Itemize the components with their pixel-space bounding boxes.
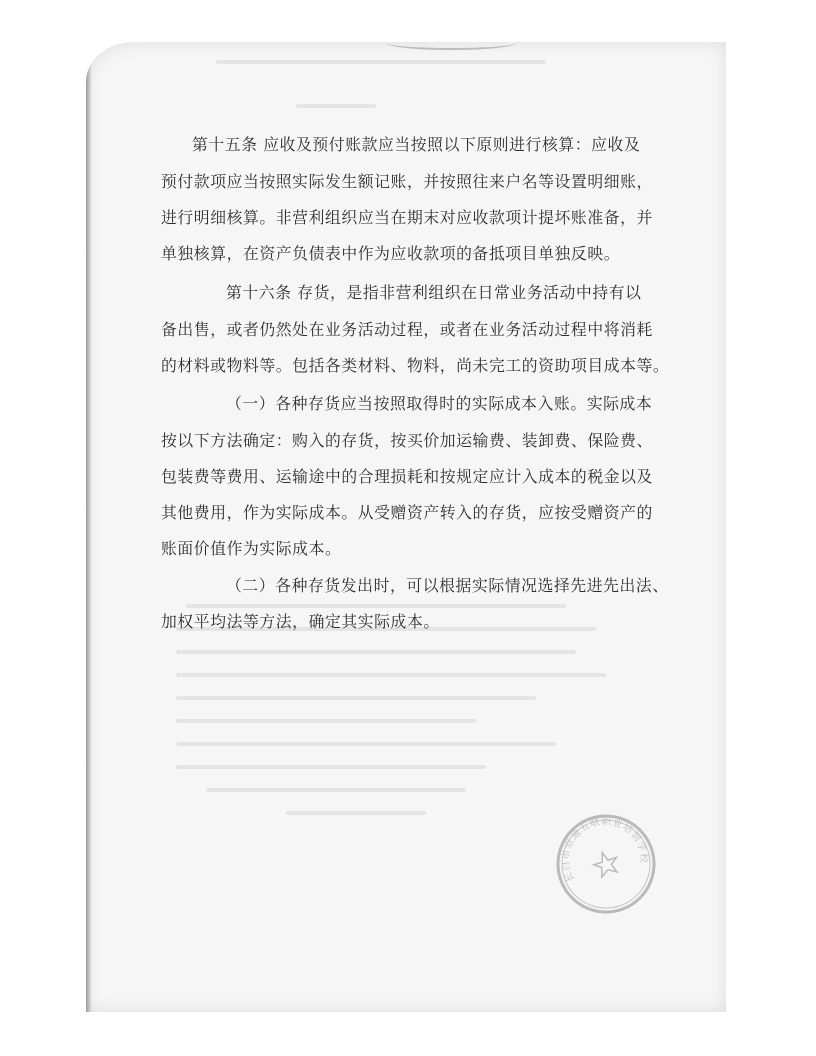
bleed-through-line	[186, 604, 566, 608]
text-line: 其他费用，作为实际成本。从受赠资产转入的存货，应按受赠资产的	[161, 503, 653, 522]
bleed-through-line	[206, 788, 466, 792]
text-line: 按以下方法确定：购入的存货，按买价加运输费、装卸费、保险费、	[161, 431, 653, 450]
official-seal	[540, 798, 671, 929]
seal-text: 长白市京通五联职业培训学校	[560, 816, 650, 884]
bleed-through-line	[176, 650, 576, 654]
text-line: 第十六条 存货，是指非营利组织在日常业务活动中持有以	[226, 283, 642, 302]
text-line: （一）各种存货应当按照取得时的实际成本入账。实际成本	[226, 394, 653, 413]
text-line: 包装费等费用、运输途中的合理损耗和按规定应计入成本的税金以及	[161, 467, 653, 486]
text-line: 进行明细核算。非营利组织应当在期末对应收款项计提坏账准备，并	[161, 208, 653, 227]
text-line: （二）各种存货发出时，可以根据实际情况选择先进先出法、	[226, 576, 669, 595]
page-top-curve	[386, 42, 516, 50]
text-line: 预付款项应当按照实际发生额记账，并按照往来户名等设置明细账，	[161, 172, 653, 191]
bleed-through-line	[176, 742, 556, 746]
bleed-through-line	[176, 673, 606, 677]
bleed-through-line	[176, 696, 536, 700]
text-line: 备出售，或者仍然处在业务活动过程，或者在业务活动过程中将消耗	[161, 320, 653, 339]
page-binding-edge	[86, 42, 92, 1012]
scanned-page	[86, 42, 726, 1012]
text-line: 单独核算，在资产负债表中作为应收款项的备抵项目单独反映。	[161, 244, 621, 263]
text-line: 账面价值作为实际成本。	[161, 539, 342, 558]
bleed-through-line	[176, 719, 476, 723]
bleed-through-line	[216, 60, 546, 64]
bleed-through-line	[286, 811, 426, 815]
seal-star	[591, 849, 621, 878]
text-line: 的材料或物料等。包括各类材料、物料，尚未完工的资助项目成本等。	[161, 356, 670, 375]
text-line: 加权平均法等方法，确定其实际成本。	[161, 612, 440, 631]
bleed-through-line	[176, 765, 486, 769]
text-line: 第十五条 应收及预付账款应当按照以下原则进行核算：应收及	[192, 135, 641, 154]
bleed-through-line	[296, 104, 376, 108]
